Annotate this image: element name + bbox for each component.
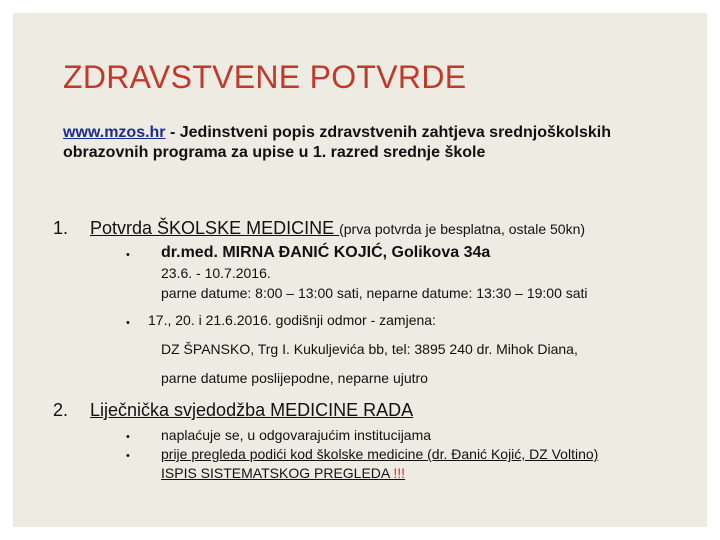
section1-heading-line (90, 218, 585, 239)
doctor-name: dr.med. MIRNA ĐANIĆ KOJIĆ, Golikova 34a (161, 244, 491, 261)
slide (13, 13, 707, 527)
sistematski-pregled-text: ISPIS SISTEMATSKOG PREGLEDA (161, 465, 394, 481)
vacation-notice: 17., 20. i 21.6.2016. godišnji odmor - zamjena: (148, 312, 436, 328)
section1-note: (prva potvrda je besplatna, ostale 50kn) (339, 221, 586, 237)
bullet-marker: • (126, 317, 130, 329)
intro-text: - Jedinstveni popis zdravstvenih zahtjeva srednjoškolskih obrazovnih programa za upise u 1. razred srednje škole (63, 124, 611, 161)
bullet-marker: • (126, 249, 130, 261)
office-dates: 23.6. - 10.7.2016. (161, 265, 271, 281)
page-title: ZDRAVSTVENE POTVRDE (63, 59, 467, 95)
section1-number: 1. (53, 218, 69, 238)
replacement-info: DZ ŠPANSKO, Trg I. Kukuljevića bb, tel: 3895 240 dr. Mihok Diana, (161, 341, 578, 357)
mzos-link[interactable]: www.mzos.hr (63, 124, 166, 141)
replacement-schedule: parne datume poslijepodne, neparne ujutro (161, 370, 428, 386)
section2-number: 2. (53, 400, 69, 420)
office-hours: parne datume: 8:00 – 13:00 sati, neparne datume: 13:30 – 19:00 sati (161, 285, 588, 301)
section2-item-2: prije pregleda podići kod školske medicine (dr. Đanić Kojić, DZ Voltino) (161, 446, 599, 462)
section1-heading: Potvrda ŠKOLSKE MEDICINE (90, 218, 340, 238)
exclamation-marks: !!! (393, 465, 406, 481)
intro-paragraph (63, 123, 653, 163)
bullet-marker: • (126, 450, 130, 462)
section2-continuation-line (161, 465, 405, 481)
bullet-marker: • (126, 431, 130, 443)
section2-item-1: naplaćuje se, u odgovarajućim institucijama (161, 427, 432, 443)
section2-heading: Liječnička svjedodžba MEDICINE RADA (90, 400, 414, 420)
